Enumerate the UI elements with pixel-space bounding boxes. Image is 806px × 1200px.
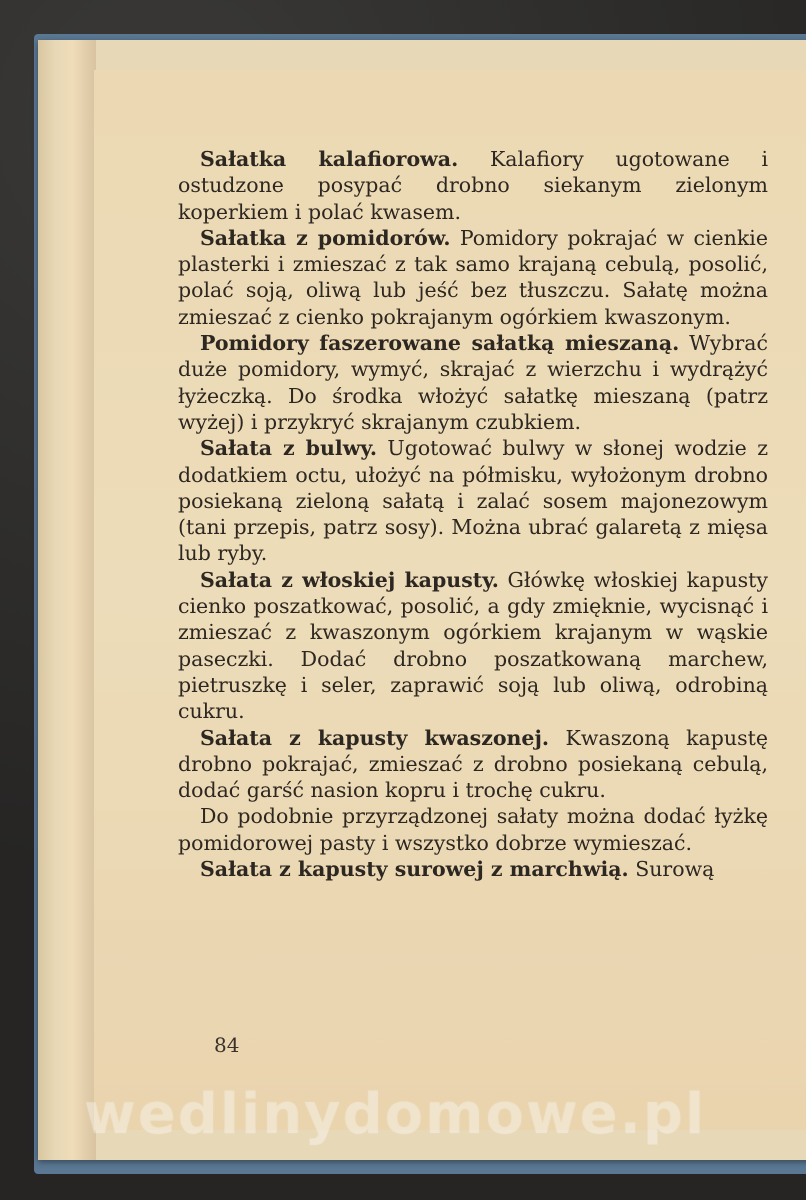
recipe-title: Sałata z bulwy. (200, 436, 378, 461)
page-number: 84 (214, 1033, 240, 1057)
recipe-body: Kwaszoną kapustę drobno pokrajać, zmieszać z drobno posiekaną cebulą, dodać garść nasion kopru i trochę cukru. (178, 725, 768, 803)
page-edge (38, 40, 96, 1160)
paragraph (178, 225, 768, 330)
paragraph (178, 856, 768, 882)
recipe-body: Do podobnie przyrządzonej sałaty można dodać łyżkę pomidorowej pasty i wszystko dobrze wymieszać. (178, 804, 768, 855)
recipe-body: Surową (628, 857, 715, 882)
paragraph (178, 567, 768, 725)
paragraph (178, 146, 768, 225)
recipe-title: Sałatka z pomidorów. (200, 225, 451, 250)
recipe-title: Pomidory faszerowane sałatką mieszaną. (200, 331, 680, 356)
recipe-body: Pomidory pokrajać w cienkie plasterki i zmieszać z tak samo krajaną cebulą, posolić, polać soją, oliwą lub jeść bez tłuszczu. Sałatę można zmieszać z cienko pokrajanym ogórkiem kwaszonym. (178, 225, 768, 329)
recipe-title: Sałatka kalafiorowa. (200, 147, 459, 171)
recipe-body: Ugotować bulwy w słonej wodzie z dodatkiem octu, ułożyć na półmisku, wyłożonym drobno posiekaną zieloną sałatą i zalać sosem majonezowym (tani przepis, patrz sosy). Można ubrać galaretą z mięsa lub ryby. (178, 436, 769, 566)
recipe-text (178, 146, 768, 882)
paragraph (178, 330, 768, 435)
recipe-title: Sałata z włoskiej kapusty. (200, 567, 499, 592)
recipe-body: Wybrać duże pomidory, wymyć, skrajać z wierzchu i wydrążyć łyżeczką. Do środka włożyć sałatkę mieszaną (patrz wyżej) i przykryć skrajanym czubkiem. (178, 331, 768, 434)
paragraph (178, 435, 768, 566)
paragraph (178, 725, 768, 804)
watermark: wedlinydomowe.pl (84, 1082, 707, 1147)
recipe-title: Sałata z kapusty kwaszonej. (200, 725, 550, 750)
recipe-body: Główkę włoskiej kapusty cienko poszatkować, posolić, a gdy zmięknie, wycisnąć i zmieszać z kwaszonym ogórkiem krajanym w wąskie paseczki. Dodać drobno poszatkowaną marchew, pietruszkę i seler, zaprawić soją lub oliwą, odrobiną cukru. (178, 567, 768, 724)
paragraph (178, 803, 768, 856)
recipe-title: Sałata z kapusty surowej z marchwią. (200, 857, 629, 882)
recipe-body: Kalafiory ugotowane i ostudzone posypać drobno siekanym zielonym koperkiem i polać kwasem. (178, 147, 769, 224)
